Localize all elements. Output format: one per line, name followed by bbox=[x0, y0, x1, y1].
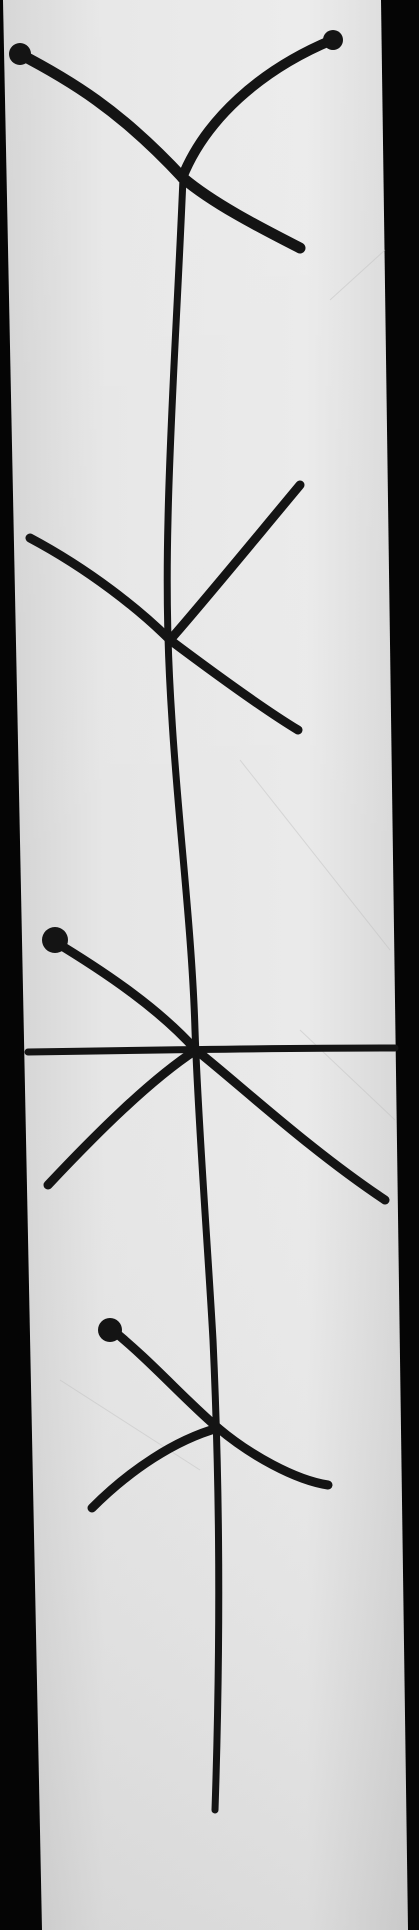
sigil-fourth-dot bbox=[98, 1318, 122, 1342]
paper-shading bbox=[3, 0, 408, 1930]
sigil-top-dot-right bbox=[323, 30, 343, 50]
sigil-horizontal-line bbox=[28, 1048, 395, 1052]
sigil-top-dot-left bbox=[9, 43, 31, 65]
sigil-third-dot bbox=[42, 927, 68, 953]
